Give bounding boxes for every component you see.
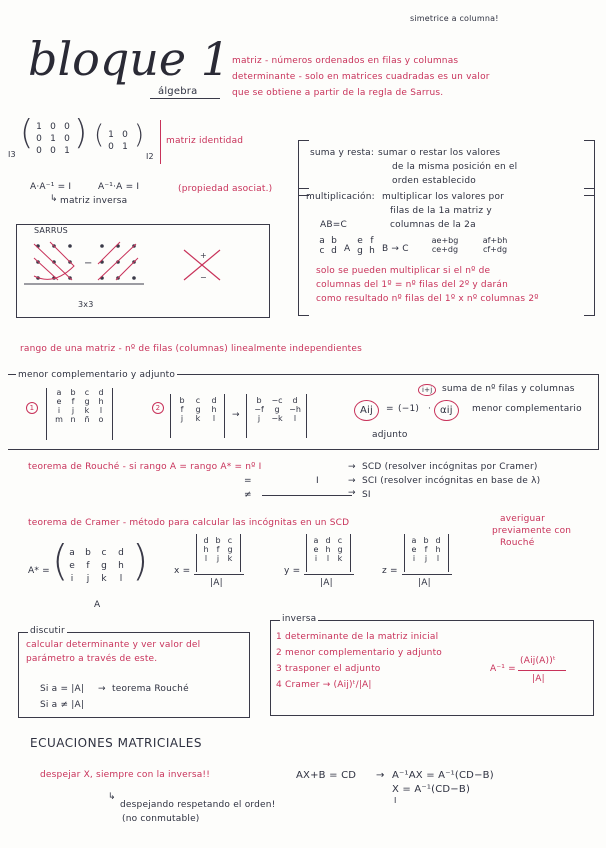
mult-matrix-a: a b c d [319,236,337,256]
ecuaciones-eq-2: A⁻¹AX = A⁻¹(CD−B) [392,770,494,781]
discutir-case-2: Si a ≠ |A| [40,700,85,710]
menor-complementario: menor complementario [472,404,582,414]
subtitle-underline [150,98,220,99]
rouche-si: SI [362,490,371,500]
subtitle: álgebra [158,86,198,97]
ecuaciones-text-3: (no conmutable) [122,814,200,824]
inversa-label: inversa [282,614,317,624]
mult-text-2: filas de la 1a matriz y [390,206,492,216]
mult-rule-3: como resultado nº filas del 1º x nº columnas 2º [316,294,539,304]
cramer-a-label: A [94,600,101,610]
menor-matrix-3x3: b c d f g h j k l [179,396,217,423]
cramer-x-den: |A| [210,578,223,588]
menor-matrix-signed: b −c d −f g −h j −k l [254,396,301,423]
rouche-i1: I [316,476,319,486]
discutir-case-1: Si a = |A| [40,684,85,694]
inverse-eq1: A·A⁻¹ = I [30,182,72,192]
aij-circle: Aij [354,400,379,421]
mult-rule-2: columnas del 1º = nº filas del 2º y darán [316,280,509,290]
cramer-title: teorema de Cramer - método para calcular las incógnitas en un SCD [28,518,350,528]
rouche-scd: SCD (resolver incógnitas por Cramer) [362,462,538,472]
discutir-text-2: parámetro a través de este. [26,654,158,664]
svg-text:−: − [200,273,207,282]
cramer-note-3: Rouché [500,538,535,548]
menor-num-1: 1 [26,402,38,414]
inversa-step-1: 1 determinante de la matriz inicial [276,632,439,642]
ecuaciones-eq-1: AX+B = CD [296,770,357,781]
page-title: bloque 1 [28,32,231,86]
sarrus-size: 3x3 [78,300,94,309]
rouche-sci: SCI (resolver incógnitas en base de λ) [362,476,541,486]
cramer-augmented-matrix: a b c d e f g h i j k l [69,548,124,584]
cramer-z-den: |A| [418,578,431,588]
mult-matrix-c: ae+bg af+bh ce+dg cf+dg [431,236,508,254]
inverse-property: (propiedad asociat.) [178,184,273,194]
svg-text:+: + [200,251,207,260]
rango-definition: rango de una matriz - nº de filas (columnas) linealmente independientes [20,344,362,354]
def-determinante-2: que se obtiene a partir de la regla de Sarrus. [232,88,444,98]
menor-num-2: 2 [152,402,164,414]
cramer-note-1: averiguar [500,514,546,524]
rouche-eq-sign: = [244,476,252,486]
discutir-text-1: calcular determinante y ver valor del [26,640,201,650]
identity-3x3: 1 0 0 0 1 0 0 0 1 [36,122,70,156]
mult-eq: AB=C [320,220,347,230]
def-matriz: matriz - números ordenados en filas y columnas [232,56,459,66]
cramer-note-2: previamente con [492,526,572,536]
alpha-circle: αij [434,400,459,421]
sarrus-label: SARRUS [34,226,68,235]
inversa-step-2: 2 menor complementario y adjunto [276,648,443,658]
suma-text-1: sumar o restar los valores [378,148,501,158]
cramer-y-den: |A| [320,578,333,588]
identity-2x2: 1 0 0 1 [108,130,128,152]
inversa-formula-lhs: A⁻¹ = [490,664,516,674]
mult-text-1: multiplicar los valores por [382,192,505,202]
rouche-title: teorema de Rouché - si rango A = rango A* = nº I [28,462,262,472]
discutir-label: discutir [30,626,65,636]
inversa-formula-den: |A| [532,674,545,684]
cramer-y-matrix: a d c e h g i l k [313,536,343,563]
suma-label: suma y resta: [310,148,375,158]
suma-text-2: de la misma posición en el [392,162,518,172]
sarrus-diagram [24,236,264,314]
cramer-x: x = [174,566,191,576]
mult-label: multiplicación: [306,192,375,202]
ecuaciones-text-1: despejar X, siempre con la inversa!! [40,770,211,780]
identity-3-label: I3 [8,150,16,159]
cramer-z-matrix: a b d e f h i j l [411,536,441,563]
identity-2-label: I2 [146,152,154,161]
paren-left: ( [20,113,34,153]
menor-label: menor complementario y adjunto [18,370,176,380]
ecuaciones-eq-3b: I [394,796,397,805]
cramer-x-matrix: d b c h f g l j k [203,536,233,563]
top-note: simetrice a columna! [410,14,499,23]
sign-exponent: i+j [418,384,436,396]
ecuaciones-text-2: despejando respetando el orden! [120,800,276,810]
rouche-neq-sign: ≠ [244,490,252,500]
mult-text-3: columnas de la 2a [390,220,476,230]
cramer-lhs: A* = [28,566,50,576]
inversa-step-3: 3 trasponer el adjunto [276,664,381,674]
sign-power: (−1) [398,404,420,414]
mult-matrix-b: e f g h [357,236,375,256]
inversa-formula-num: (Aij(A))ᵗ [520,656,556,666]
discutir-arrow-label: teorema Rouché [112,684,189,694]
identity-label: matriz identidad [166,136,244,146]
inverse-eq2: A⁻¹·A = I [98,182,140,192]
inverse-arrow-label: matriz inversa [60,196,128,206]
suma-filas-columnas: suma de nº filas y columnas [442,384,575,394]
mult-rule-1: solo se pueden multiplicar si el nº de [316,266,491,276]
svg-text:−: − [84,258,93,269]
adjunto-label: adjunto [372,430,408,440]
cramer-z: z = [382,566,398,576]
ecuaciones-eq-3: X = A⁻¹(CD−B) [392,784,471,795]
ecuaciones-title: ECUACIONES MATRICIALES [30,736,202,750]
suma-text-3: orden establecido [392,176,476,186]
arrow-icon: ↳ [50,194,58,204]
paren-right: ) [74,113,88,153]
def-determinante: determinante - solo en matrices cuadradas es un valor [232,72,490,82]
cramer-y: y = [284,566,301,576]
menor-matrix-4x4: a b c d e f g h i j k l m n ñ o [55,388,104,424]
inversa-step-4: 4 Cramer → (Aij)ᵗ/|A| [276,680,372,690]
